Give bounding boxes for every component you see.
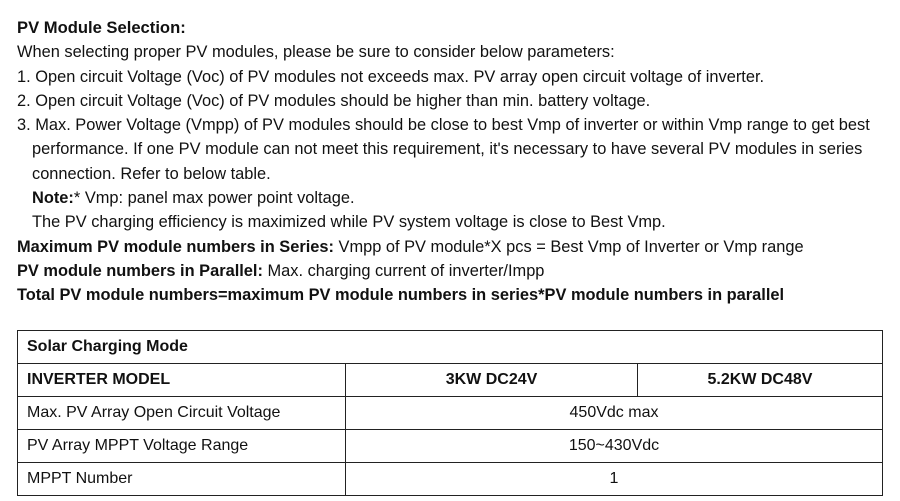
series-formula: [17, 235, 883, 259]
note-text: * Vmp: panel max power point voltage.: [73, 189, 355, 208]
table-row: [18, 430, 883, 463]
table-row: [18, 463, 883, 496]
parallel-label: PV module numbers in Parallel:: [17, 261, 263, 280]
header-model-3kw: 3KW DC24V: [346, 364, 638, 397]
row-value: 1: [346, 463, 883, 496]
parallel-formula: [17, 259, 883, 283]
series-label: Maximum PV module numbers in Series:: [17, 237, 334, 256]
total-formula: Total PV module numbers=maximum PV module numbers in series*PV module numbers in parallel: [17, 286, 785, 305]
table-header-row: [18, 364, 883, 397]
parameter-item-3-line-2: performance. If one PV module can not meet this requirement, it's necessary to have several PV modules in series: [32, 140, 863, 159]
header-model-5-2kw: 5.2KW DC48V: [638, 364, 883, 397]
table-title: Solar Charging Mode: [18, 331, 883, 364]
parameter-item-3-line-1: 3. Max. Power Voltage (Vmpp) of PV modules should be close to best Vmp of inverter or within Vmp range to get best: [17, 116, 870, 135]
parameter-item-1: 1. Open circuit Voltage (Voc) of PV modules not exceeds max. PV array open circuit voltage of inverter.: [17, 67, 765, 86]
row-label: PV Array MPPT Voltage Range: [18, 430, 346, 463]
solar-charging-table: [17, 330, 883, 496]
note-label: Note:: [32, 189, 74, 208]
table-row: [18, 397, 883, 430]
section-heading: PV Module Selection:: [17, 18, 186, 37]
row-value: 150~430Vdc: [346, 430, 883, 463]
parallel-text: Max. charging current of inverter/Impp: [262, 261, 545, 280]
parameter-item-2: 2. Open circuit Voltage (Voc) of PV modules should be higher than min. battery voltage.: [17, 91, 651, 110]
row-label: Max. PV Array Open Circuit Voltage: [18, 397, 346, 430]
note-line-2: The PV charging efficiency is maximized while PV system voltage is close to Best Vmp.: [32, 213, 666, 232]
series-text: Vmpp of PV module*X pcs = Best Vmp of Inverter or Vmp range: [333, 237, 804, 256]
parameter-item-3-line-3: connection. Refer to below table.: [32, 164, 271, 183]
row-label: MPPT Number: [18, 463, 346, 496]
note-line: [17, 186, 883, 210]
header-label: INVERTER MODEL: [18, 364, 346, 397]
row-value: 450Vdc max: [346, 397, 883, 430]
intro-text: When selecting proper PV modules, please be sure to consider below parameters:: [17, 43, 615, 62]
table-title-row: [18, 331, 883, 364]
